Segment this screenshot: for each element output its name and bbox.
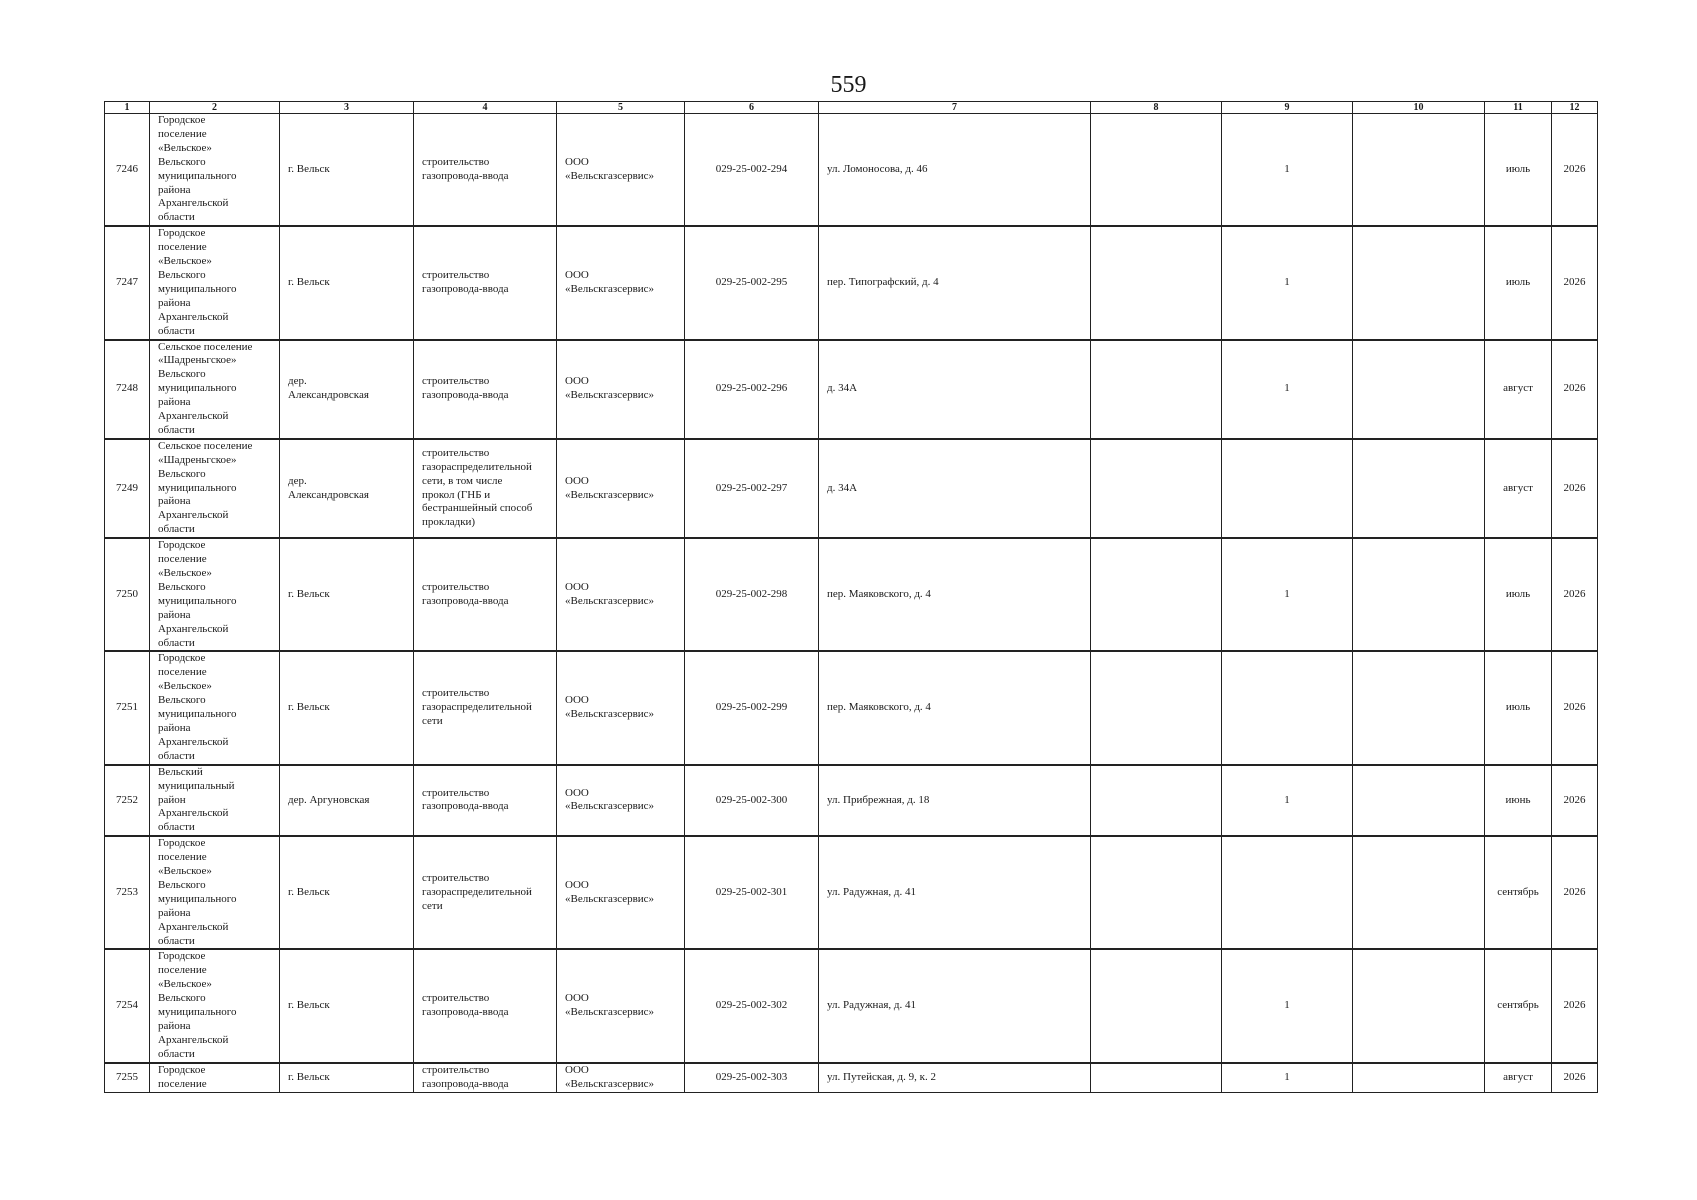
month-cell: август: [1485, 439, 1552, 538]
column-header: 1: [105, 102, 150, 114]
work-type-cell: строительство газопровода-ввода: [414, 340, 557, 439]
row-number-cell: 7248: [105, 340, 150, 439]
column-header: 6: [685, 102, 819, 114]
month-cell: август: [1485, 340, 1552, 439]
table-row: [105, 340, 1598, 439]
settlement-cell: дер. Александровская: [280, 340, 414, 439]
settlement-cell: дер. Аргуновская: [280, 765, 414, 837]
quantity-cell: 1: [1222, 226, 1353, 339]
settlement-cell: г. Вельск: [280, 949, 414, 1062]
year-cell: 2026: [1552, 226, 1598, 339]
year-cell: 2026: [1552, 340, 1598, 439]
month-cell: август: [1485, 1063, 1552, 1092]
object-code-cell: 029-25-002-299: [685, 651, 819, 764]
quantity-cell: 1: [1222, 114, 1353, 227]
year-cell: 2026: [1552, 439, 1598, 538]
address-cell: пер. Типографский, д. 4: [819, 226, 1091, 339]
column-8-value-cell: [1091, 1063, 1222, 1092]
table-row: [105, 1063, 1598, 1092]
work-type-cell: строительство газопровода-ввода: [414, 1063, 557, 1092]
organization-cell: ООО «Вельскгазсервис»: [557, 340, 685, 439]
column-10-value-cell: [1353, 765, 1485, 837]
month-cell: июнь: [1485, 765, 1552, 837]
row-number-cell: 7253: [105, 836, 150, 949]
object-code-cell: 029-25-002-303: [685, 1063, 819, 1092]
year-cell: 2026: [1552, 538, 1598, 651]
column-header: 2: [150, 102, 280, 114]
table-row: [105, 439, 1598, 538]
settlement-cell: дер. Александровская: [280, 439, 414, 538]
municipality-cell: Городское поселение «Вельское» Вельского муниципального района Архангельской области: [150, 836, 280, 949]
column-8-value-cell: [1091, 114, 1222, 227]
table-row: [105, 836, 1598, 949]
column-8-value-cell: [1091, 836, 1222, 949]
work-type-cell: строительство газопровода-ввода: [414, 949, 557, 1062]
object-code-cell: 029-25-002-300: [685, 765, 819, 837]
quantity-cell: 1: [1222, 1063, 1353, 1092]
column-8-value-cell: [1091, 765, 1222, 837]
table-row: [105, 114, 1598, 227]
month-cell: сентябрь: [1485, 836, 1552, 949]
column-header: 10: [1353, 102, 1485, 114]
column-8-value-cell: [1091, 949, 1222, 1062]
page-number: 559: [830, 72, 867, 98]
address-cell: ул. Радужная, д. 41: [819, 836, 1091, 949]
row-number-cell: 7247: [105, 226, 150, 339]
quantity-cell: [1222, 836, 1353, 949]
object-code-cell: 029-25-002-296: [685, 340, 819, 439]
column-8-value-cell: [1091, 226, 1222, 339]
row-number-cell: 7252: [105, 765, 150, 837]
month-cell: июль: [1485, 114, 1552, 227]
object-code-cell: 029-25-002-295: [685, 226, 819, 339]
organization-cell: ООО «Вельскгазсервис»: [557, 651, 685, 764]
municipality-cell: Городское поселение «Вельское» Вельского муниципального района Архангельской области: [150, 538, 280, 651]
object-code-cell: 029-25-002-301: [685, 836, 819, 949]
address-cell: д. 34А: [819, 340, 1091, 439]
column-10-value-cell: [1353, 114, 1485, 227]
municipality-cell: Городское поселение «Вельское» Вельского муниципального района Архангельской области: [150, 114, 280, 227]
table-row: [105, 949, 1598, 1062]
year-cell: 2026: [1552, 651, 1598, 764]
row-number-cell: 7246: [105, 114, 150, 227]
table-row: [105, 538, 1598, 651]
month-cell: июль: [1485, 651, 1552, 764]
settlement-cell: г. Вельск: [280, 836, 414, 949]
column-10-value-cell: [1353, 226, 1485, 339]
column-8-value-cell: [1091, 439, 1222, 538]
row-number-cell: 7254: [105, 949, 150, 1062]
address-cell: ул. Путейская, д. 9, к. 2: [819, 1063, 1091, 1092]
column-10-value-cell: [1353, 1063, 1485, 1092]
column-header: 12: [1552, 102, 1598, 114]
column-header: 11: [1485, 102, 1552, 114]
quantity-cell: [1222, 439, 1353, 538]
address-cell: ул. Радужная, д. 41: [819, 949, 1091, 1062]
quantity-cell: 1: [1222, 949, 1353, 1062]
municipality-cell: Вельский муниципальный район Архангельской области: [150, 765, 280, 837]
month-cell: июль: [1485, 538, 1552, 651]
work-type-cell: строительство газораспределительной сети: [414, 836, 557, 949]
year-cell: 2026: [1552, 836, 1598, 949]
row-number-cell: 7255: [105, 1063, 150, 1092]
settlement-cell: г. Вельск: [280, 538, 414, 651]
settlement-cell: г. Вельск: [280, 1063, 414, 1092]
table-row: [105, 765, 1598, 837]
year-cell: 2026: [1552, 114, 1598, 227]
settlement-cell: г. Вельск: [280, 226, 414, 339]
address-cell: ул. Прибрежная, д. 18: [819, 765, 1091, 837]
column-10-value-cell: [1353, 538, 1485, 651]
registry-table: [104, 101, 1598, 1093]
organization-cell: ООО «Вельскгазсервис»: [557, 226, 685, 339]
address-cell: пер. Маяковского, д. 4: [819, 538, 1091, 651]
quantity-cell: 1: [1222, 765, 1353, 837]
column-header: 5: [557, 102, 685, 114]
row-number-cell: 7251: [105, 651, 150, 764]
row-number-cell: 7249: [105, 439, 150, 538]
work-type-cell: строительство газопровода-ввода: [414, 765, 557, 837]
work-type-cell: строительство газораспределительной сети: [414, 651, 557, 764]
column-8-value-cell: [1091, 538, 1222, 651]
work-type-cell: строительство газопровода-ввода: [414, 226, 557, 339]
settlement-cell: г. Вельск: [280, 114, 414, 227]
month-cell: сентябрь: [1485, 949, 1552, 1062]
object-code-cell: 029-25-002-294: [685, 114, 819, 227]
column-header: 9: [1222, 102, 1353, 114]
settlement-cell: г. Вельск: [280, 651, 414, 764]
column-10-value-cell: [1353, 949, 1485, 1062]
organization-cell: ООО «Вельскгазсервис»: [557, 836, 685, 949]
organization-cell: ООО «Вельскгазсервис»: [557, 765, 685, 837]
column-8-value-cell: [1091, 651, 1222, 764]
column-10-value-cell: [1353, 439, 1485, 538]
month-cell: июль: [1485, 226, 1552, 339]
column-8-value-cell: [1091, 340, 1222, 439]
column-header: 7: [819, 102, 1091, 114]
table-body: [105, 114, 1598, 1093]
address-cell: пер. Маяковского, д. 4: [819, 651, 1091, 764]
object-code-cell: 029-25-002-302: [685, 949, 819, 1062]
municipality-cell: Городское поселение «Вельское» Вельского муниципального района Архангельской области: [150, 226, 280, 339]
work-type-cell: строительство газопровода-ввода: [414, 538, 557, 651]
municipality-cell: Городское поселение: [150, 1063, 280, 1092]
organization-cell: ООО «Вельскгазсервис»: [557, 949, 685, 1062]
year-cell: 2026: [1552, 949, 1598, 1062]
municipality-cell: Сельское поселение «Шадреньгское» Вельского муниципального района Архангельской области: [150, 340, 280, 439]
municipality-cell: Городское поселение «Вельское» Вельского муниципального района Архангельской области: [150, 651, 280, 764]
object-code-cell: 029-25-002-298: [685, 538, 819, 651]
quantity-cell: [1222, 651, 1353, 764]
address-cell: ул. Ломоносова, д. 46: [819, 114, 1091, 227]
column-number-row: [105, 102, 1598, 114]
table-row: [105, 651, 1598, 764]
organization-cell: ООО «Вельскгазсервис»: [557, 114, 685, 227]
municipality-cell: Сельское поселение «Шадреньгское» Вельского муниципального района Архангельской области: [150, 439, 280, 538]
column-header: 8: [1091, 102, 1222, 114]
column-10-value-cell: [1353, 836, 1485, 949]
column-header: 3: [280, 102, 414, 114]
column-header: 4: [414, 102, 557, 114]
work-type-cell: строительство газораспределительной сети, в том числе прокол (ГНБ и бестраншейный способ прокладки): [414, 439, 557, 538]
organization-cell: ООО «Вельскгазсервис»: [557, 1063, 685, 1092]
year-cell: 2026: [1552, 765, 1598, 837]
address-cell: д. 34А: [819, 439, 1091, 538]
organization-cell: ООО «Вельскгазсервис»: [557, 439, 685, 538]
work-type-cell: строительство газопровода-ввода: [414, 114, 557, 227]
quantity-cell: 1: [1222, 340, 1353, 439]
row-number-cell: 7250: [105, 538, 150, 651]
quantity-cell: 1: [1222, 538, 1353, 651]
column-10-value-cell: [1353, 340, 1485, 439]
table-row: [105, 226, 1598, 339]
column-10-value-cell: [1353, 651, 1485, 764]
municipality-cell: Городское поселение «Вельское» Вельского муниципального района Архангельской области: [150, 949, 280, 1062]
organization-cell: ООО «Вельскгазсервис»: [557, 538, 685, 651]
year-cell: 2026: [1552, 1063, 1598, 1092]
object-code-cell: 029-25-002-297: [685, 439, 819, 538]
